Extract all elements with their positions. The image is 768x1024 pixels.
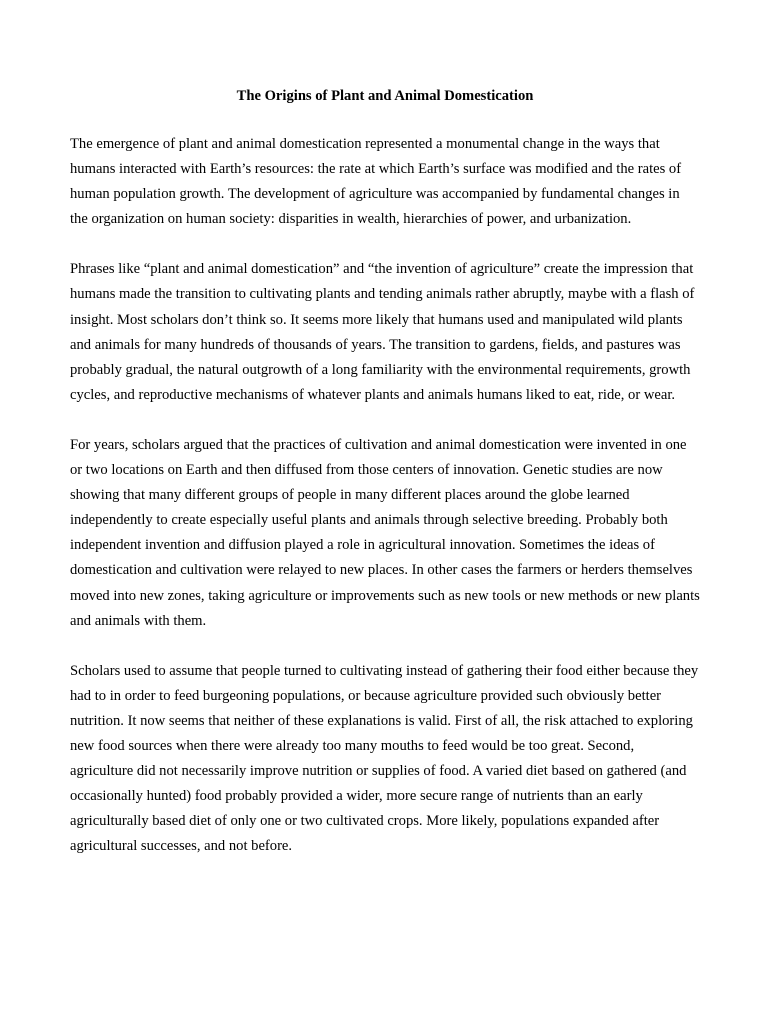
- document-title: The Origins of Plant and Animal Domestication: [236, 88, 534, 104]
- document-body: [70, 86, 700, 884]
- paragraph-2: Phrases like “plant and animal domestication” and “the invention of agriculture” create the impression that humans made the transition to cultivating plants and tending animals rather abruptly, maybe with a flash of insight. Most scholars don’t think so. It seems more likely that humans used and manipulated wild plants and animals for many hundreds of thousands of years. The transition to gardens, fields, and pastures was probably gradual, the natural outgrowth of a long familiarity with the environmental requirements, growth cycles, and reproductive mechanisms of whatever plants and animals humans liked to eat, ride, or wear.: [70, 261, 695, 403]
- paragraph-3: For years, scholars argued that the practices of cultivation and animal domestication were invented in one or two locations on Earth and then diffused from those centers of innovation. Genetic studies are now showing that many different groups of people in many different places around the globe learned independently to create especially useful plants and animals through selective breeding. Probably both independent invention and diffusion played a role in agricultural innovation. Sometimes the ideas of domestication and cultivation were relayed to new places. In other cases the farmers or herders themselves moved into new zones, taking agriculture or improvements such as new tools or new methods or new plants and animals with them.: [70, 436, 700, 629]
- paragraph-1: The emergence of plant and animal domestication represented a monumental change in the ways that humans interacted with Earth’s resources: the rate at which Earth’s surface was modified and the rates of human population growth. The development of agriculture was accompanied by fundamental changes in the organization on human society: disparities in wealth, hierarchies of power, and urbanization.: [70, 136, 682, 228]
- paragraph-4: Scholars used to assume that people turned to cultivating instead of gathering their food either because they had to in order to feed burgeoning populations, or because agriculture provided such obviously better nutrition. It now seems that neither of these explanations is valid. First of all, the risk attached to exploring new food sources when there were already too many mouths to feed would be too great. Second, agriculture did not necessarily improve nutrition or supplies of food. A varied diet based on gathered (and occasionally hunted) food probably provided a wider, more secure range of nutrients than an early agriculturally based diet of only one or two cultivated crops. More likely, populations expanded after agricultural successes, and not before.: [70, 662, 699, 855]
